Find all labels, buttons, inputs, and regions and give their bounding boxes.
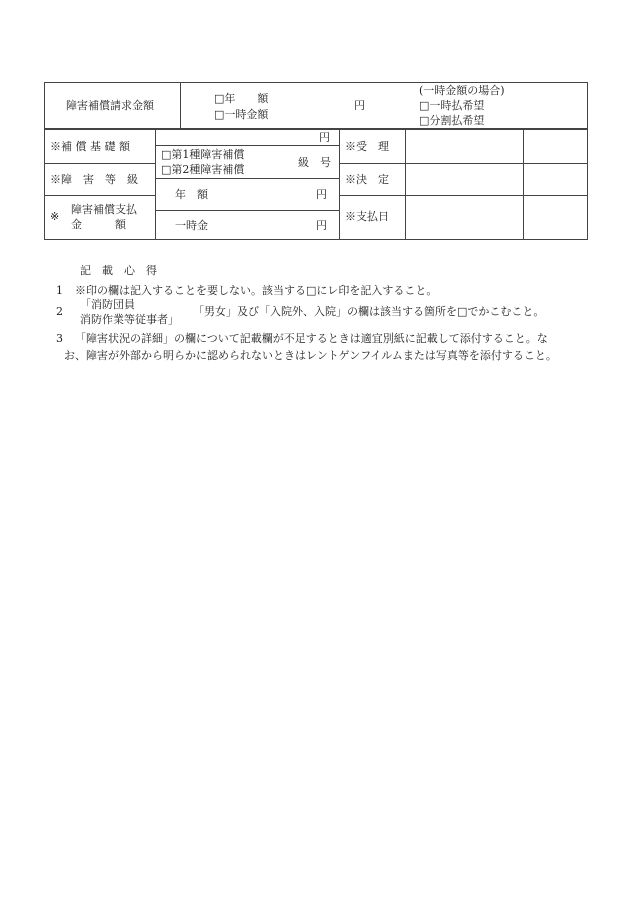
lump-sum-split-checkbox[interactable]: □分割払希望 — [419, 114, 485, 127]
table-rule — [155, 145, 339, 146]
note-3-text-line-2: お、障害が外部から明らかに認められないときはレントゲンフイルムまたは写真等を添付すること。 — [64, 349, 557, 362]
table-rule — [155, 178, 339, 179]
table-rule — [155, 210, 339, 211]
lump-sum-case-note: (一時金額の場合) — [419, 84, 505, 97]
decision-label: ※決 定 — [345, 173, 389, 186]
grade-number-label: 級 号 — [298, 156, 331, 169]
claim-amount-label: 障害補償請求金額 — [66, 99, 154, 112]
table-rule — [44, 163, 155, 164]
note-2-number: 2 — [56, 305, 63, 318]
note-2-bracket-line-1: 「消防団員 — [80, 298, 135, 311]
note-3-number: 3 — [56, 332, 63, 345]
note-2-text: 「男女」及び「入院外、入院」の欄は該当する箇所を□でかこむこと。 — [193, 305, 545, 318]
annual-yen: 円 — [316, 188, 327, 201]
type2-compensation-checkbox[interactable]: □第2種障害補償 — [161, 163, 245, 176]
annual-label: 年 額 — [175, 188, 208, 201]
received-label: ※受 理 — [345, 140, 389, 153]
note-1-number: 1 — [56, 284, 63, 297]
table-rule — [339, 163, 588, 164]
table-rule — [339, 195, 588, 196]
base-amount-label: ※補 償 基 礎 額 — [50, 140, 130, 153]
disability-grade-label: ※障 害 等 級 — [50, 173, 138, 186]
lump-sum-once-checkbox[interactable]: □一時払希望 — [419, 99, 485, 112]
claim-amount-divider — [180, 82, 181, 129]
table-divider — [339, 129, 340, 240]
lump-sum-label: 一時金 — [175, 219, 208, 232]
payment-amount-label-1: 障害補償支払 — [71, 203, 137, 216]
claim-amount-yen: 円 — [354, 99, 365, 112]
base-amount-yen: 円 — [319, 131, 330, 144]
annual-amount-checkbox[interactable]: □年 額 — [214, 92, 269, 105]
notes-heading: 記 載 心 得 — [80, 264, 157, 277]
payment-mark: ※ — [50, 210, 60, 223]
table-divider — [405, 129, 406, 240]
note-1-text: ※印の欄は記入することを要しない。該当する□にレ印を記入すること。 — [75, 284, 438, 297]
note-3-text-line-1: 「障害状況の詳細」の欄について記載欄が不足するときは適宜別紙に記載して添付すること。な — [75, 332, 548, 345]
lump-sum-amount-checkbox[interactable]: □一時金額 — [214, 108, 269, 121]
lump-sum-yen: 円 — [316, 219, 327, 232]
payment-date-label: ※支払日 — [345, 210, 389, 223]
type1-compensation-checkbox[interactable]: □第1種障害補償 — [161, 148, 245, 161]
table-divider — [523, 129, 524, 240]
table-rule — [44, 195, 155, 196]
note-2-bracket-line-2: 消防作業等従事者」 — [80, 313, 179, 326]
payment-amount-label-2: 金 額 — [71, 218, 126, 231]
